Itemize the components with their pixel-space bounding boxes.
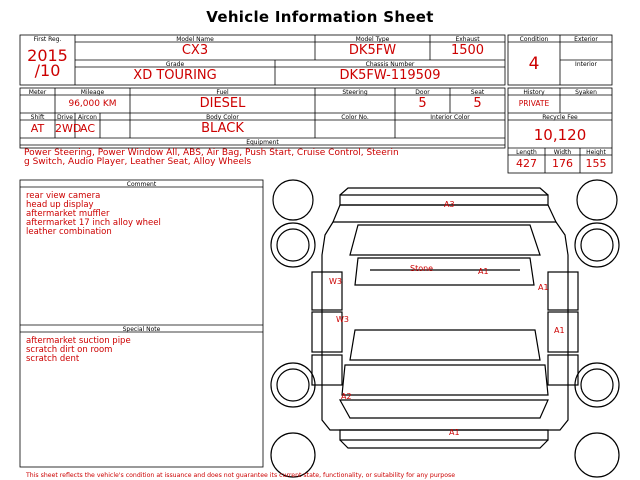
- chassis-number-label: Chassis Number: [365, 61, 415, 68]
- damage-mark-a1-right-front: A1: [538, 283, 549, 292]
- drive-value: 2WD: [55, 122, 82, 135]
- car-diagram: [271, 180, 619, 477]
- condition-label: Condition: [519, 36, 549, 43]
- grade-value: XD TOURING: [133, 68, 217, 83]
- damage-mark-a1-right-door: A1: [554, 326, 565, 335]
- damage-mark-a2: A2: [341, 392, 352, 401]
- meter-label: Meter: [28, 89, 47, 96]
- equipment-label: Equipment: [246, 139, 279, 146]
- damage-mark-w3-left: W3: [329, 277, 342, 286]
- condition-value: 4: [528, 54, 540, 74]
- comment-item: head up display: [26, 200, 94, 210]
- first-reg-month: /10: [34, 61, 61, 80]
- exhaust-label: Exhaust: [455, 36, 480, 43]
- syaken-label: Syaken: [575, 89, 597, 96]
- special-note-label: Special Note: [122, 326, 161, 333]
- shift-value: AT: [30, 122, 45, 135]
- interior-label: Interior: [575, 61, 597, 68]
- damage-mark-a3: A3: [444, 200, 455, 209]
- comment-item: leather combination: [26, 227, 112, 237]
- door-label: Door: [415, 89, 430, 96]
- seat-value: 5: [473, 96, 482, 111]
- steering-label: Steering: [342, 89, 368, 96]
- history-value: PRIVATE: [518, 99, 550, 108]
- damage-mark-stone: Stone: [410, 264, 434, 273]
- exterior-label: Exterior: [574, 36, 598, 43]
- comment-label: Comment: [126, 181, 157, 188]
- drive-label: Drive: [57, 114, 73, 121]
- comment-item: aftermarket 17 inch alloy wheel: [26, 218, 161, 228]
- color-no-label: Color No.: [341, 114, 369, 121]
- aircon-label: Aircon: [78, 114, 97, 121]
- first-reg-year: 2015: [27, 46, 68, 65]
- seat-label: Seat: [470, 89, 485, 96]
- model-type-value: DK5FW: [348, 43, 397, 58]
- special-note-item: scratch dent: [26, 354, 80, 364]
- damage-mark-w3-door: W3: [336, 315, 349, 324]
- special-note-item: scratch dirt on room: [26, 345, 113, 355]
- door-value: 5: [418, 96, 427, 111]
- history-label: History: [523, 89, 545, 96]
- length-label: Length: [516, 149, 537, 156]
- model-name-value: CX3: [181, 43, 209, 58]
- body-color-value: BLACK: [201, 121, 244, 136]
- height-label: Height: [586, 149, 606, 156]
- interior-color-label: Interior Color: [430, 114, 470, 121]
- equipment-line-2: g Switch, Audio Player, Leather Seat, Alloy Wheels: [24, 157, 252, 167]
- first-reg-label: First Reg.: [33, 36, 62, 43]
- special-note-list: [26, 337, 131, 364]
- grade-label: Grade: [165, 61, 185, 68]
- chassis-number-value: DK5FW-119509: [339, 68, 441, 83]
- fuel-label: Fuel: [216, 89, 229, 96]
- model-type-label: Model Type: [355, 36, 390, 43]
- mileage-label: Mileage: [80, 89, 105, 96]
- aircon-value: AC: [79, 122, 95, 135]
- shift-label: Shift: [30, 114, 45, 121]
- width-label: Width: [553, 149, 572, 156]
- fuel-value: DIESEL: [199, 96, 246, 111]
- recycle-fee-label: Recycle Fee: [542, 114, 578, 121]
- disclaimer-footer: This sheet reflects the vehicle's condition at issuance and does not guarantee its current state, functionality, or suitability for any purpose: [26, 472, 456, 479]
- damage-mark-a1-roof: A1: [478, 267, 489, 276]
- page-title: Vehicle Information Sheet: [206, 8, 434, 26]
- exhaust-value: 1500: [450, 43, 485, 58]
- comment-item: rear view camera: [26, 191, 101, 201]
- recycle-fee-value: 10,120: [533, 126, 587, 144]
- equipment-line-1: Power Steering, Power Window All, ABS, Air Bag, Push Start, Cruise Control, Steerin: [24, 148, 399, 158]
- comment-list: [26, 192, 161, 237]
- mileage-value: 96,000 KM: [68, 99, 117, 109]
- special-note-item: aftermarket suction pipe: [26, 336, 131, 346]
- model-name-label: Model Name: [176, 36, 214, 43]
- length-value: 427: [516, 157, 537, 170]
- height-value: 155: [585, 157, 607, 170]
- body-color-label: Body Color: [206, 114, 239, 121]
- damage-mark-a1-rear: A1: [449, 428, 460, 437]
- comment-item: aftermarket muffler: [26, 209, 110, 219]
- width-value: 176: [552, 157, 573, 170]
